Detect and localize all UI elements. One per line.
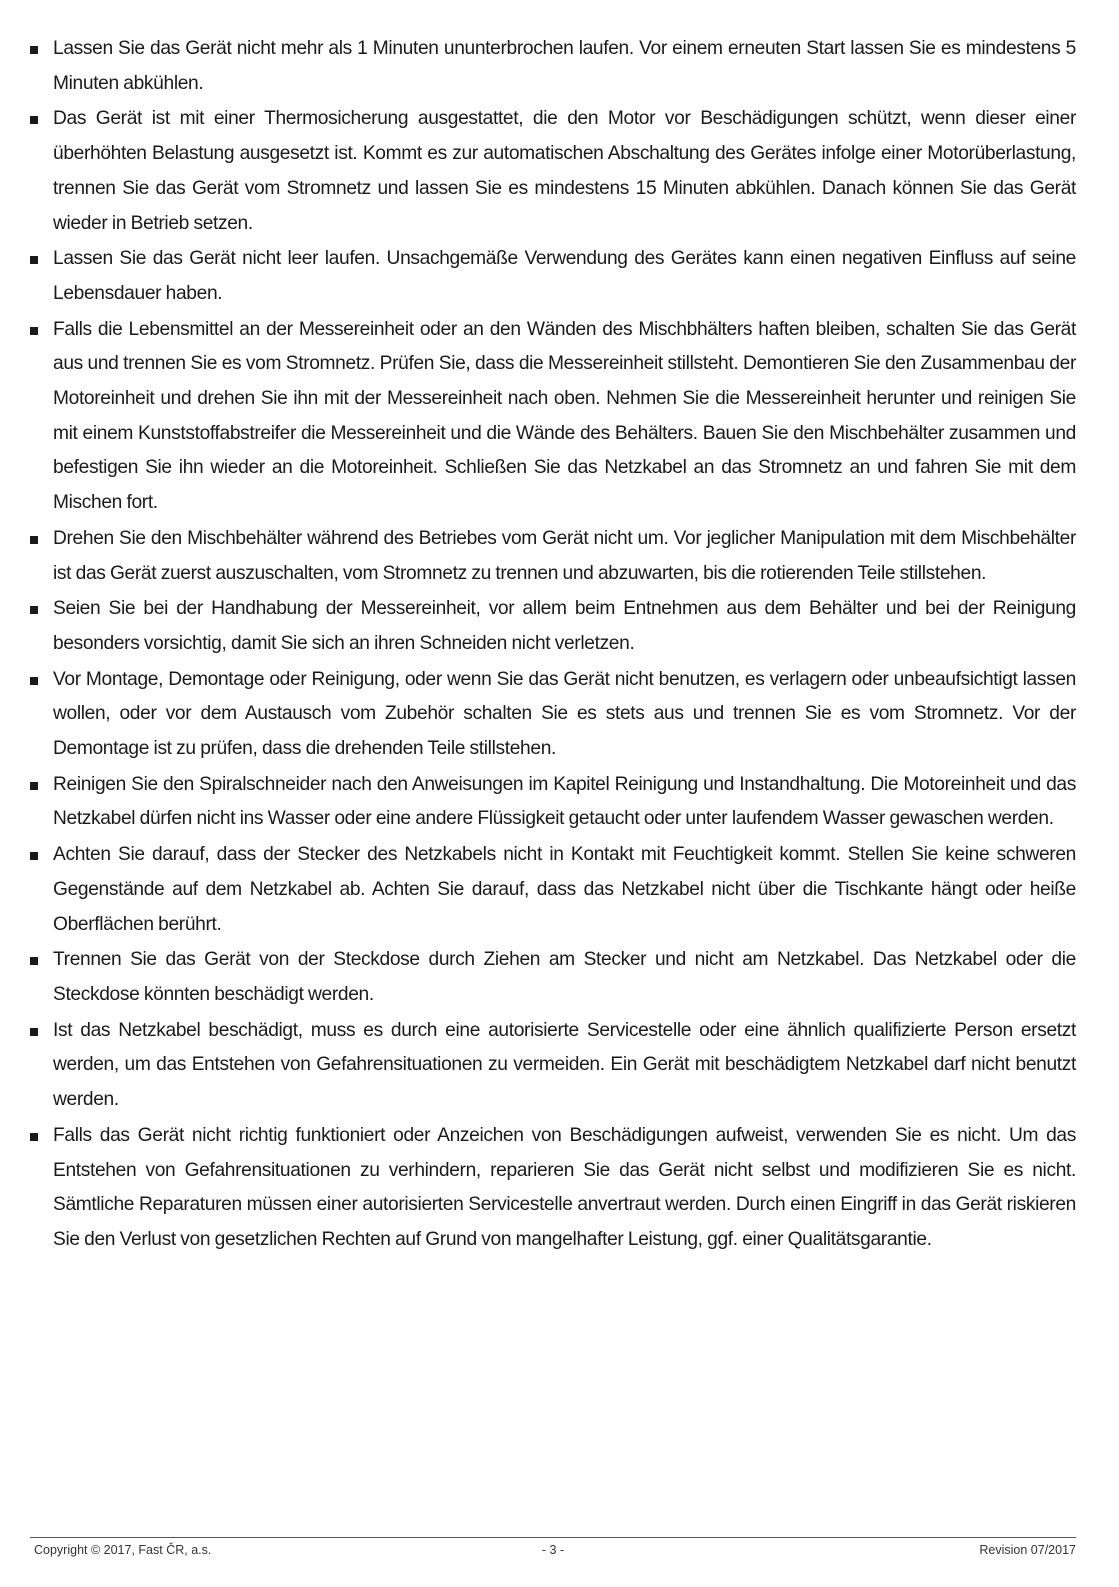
square-bullet-icon: [30, 116, 38, 124]
list-item: [30, 838, 1076, 942]
list-item-text: Ist das Netzkabel beschädigt, muss es durch eine autorisierte Servicestelle oder eine ähnlich qualifizierte Person ersetzt werden, um das Entstehen von Gefahrensituationen zu vermeiden. Ein Gerät mit beschädigtem Netzkabel darf nicht benutzt werden.: [53, 1019, 1076, 1111]
square-bullet-icon: [30, 536, 38, 544]
square-bullet-icon: [30, 256, 38, 264]
list-item-text: Lassen Sie das Gerät nicht mehr als 1 Minuten ununterbrochen laufen. Vor einem erneuten Start lassen Sie es mindestens 5 Minuten abkühlen.: [53, 38, 1076, 94]
list-item: [30, 943, 1076, 1012]
list-item-text: Achten Sie darauf, dass der Stecker des Netzkabels nicht in Kontakt mit Feuchtigkeit kommt. Stellen Sie keine schweren Gegenstände auf dem Netzkabel ab. Achten Sie darauf, dass das Netzkabel nicht über die Tischkante hängt oder heiße Oberflächen berührt.: [53, 844, 1076, 935]
square-bullet-icon: [30, 782, 38, 790]
footer-revision: Revision 07/2017: [979, 1543, 1076, 1557]
list-item: [30, 32, 1076, 101]
square-bullet-icon: [30, 1028, 38, 1036]
page-footer: [30, 1537, 1076, 1568]
square-bullet-icon: [30, 46, 38, 54]
square-bullet-icon: [30, 677, 38, 685]
list-item-text: Drehen Sie den Mischbehälter während des Betriebes vom Gerät nicht um. Vor jeglicher Manipulation mit dem Mischbehälter ist das Gerät zuerst auszuschalten, vom Stromnetz zu trennen und abzuwarten, bis die rotierenden Teile stillstehen.: [53, 527, 1076, 584]
list-item: [30, 102, 1076, 241]
list-item: [30, 592, 1076, 661]
list-item: [30, 1119, 1076, 1258]
list-item: [30, 242, 1076, 311]
safety-instructions-list: [30, 32, 1076, 1258]
footer-copyright: Copyright © 2017, Fast ČR, a.s.: [34, 1543, 212, 1557]
list-item: [30, 313, 1076, 521]
list-item-text: Falls das Gerät nicht richtig funktioniert oder Anzeichen von Beschädigungen aufweist, verwenden Sie es nicht. Um das Entstehen von Gefahrensituationen zu verhindern, reparieren Sie das Gerät nicht selbst und modifizieren Sie es nicht. Sämtliche Reparaturen müssen einer autorisierten Servicestelle anvertraut werden. Durch einen Eingriff in das Gerät riskieren Sie den Verlust von gesetzlichen Rechten auf Grund von mangelhafter Leistung, ggf. einer Qualitätsgarantie.: [53, 1124, 1076, 1250]
footer-page-number: - 3 -: [541, 1543, 565, 1557]
square-bullet-icon: [30, 1133, 38, 1141]
list-item: [30, 663, 1076, 767]
list-item-text: Das Gerät ist mit einer Thermosicherung ausgestattet, die den Motor vor Beschädigungen schützt, wenn dieser einer überhöhten Belastung ausgesetzt ist. Kommt es zur automatischen Abschaltung des Gerätes infolge einer Motorüberlastung, trennen Sie das Gerät vom Stromnetz und lassen Sie es mindestens 15 Minuten abkühlen. Danach können Sie das Gerät wieder in Betrieb setzen.: [53, 108, 1076, 234]
list-item: [30, 522, 1076, 591]
list-item-text: Falls die Lebensmittel an der Messereinheit oder an den Wänden des Mischbhälters haften bleiben, schalten Sie das Gerät aus und trennen Sie es vom Stromnetz. Prüfen Sie, dass die Messereinheit stillsteht. Demontieren Sie den Zusammenbau der Motoreinheit und drehen Sie ihn mit der Messereinheit nach oben. Nehmen Sie die Messereinheit herunter und reinigen Sie mit einem Kunststoffabstreifer die Messereinheit und die Wände des Behälters. Bauen Sie den Mischbehälter zusammen und befestigen Sie ihn wieder an die Motoreinheit. Schließen Sie das Netzkabel an das Stromnetz an und fahren Sie mit dem Mischen fort.: [53, 318, 1076, 514]
square-bullet-icon: [30, 327, 38, 335]
square-bullet-icon: [30, 957, 38, 965]
list-item-text: Lassen Sie das Gerät nicht leer laufen. Unsachgemäße Verwendung des Gerätes kann einen negativen Einfluss auf seine Lebensdauer haben.: [53, 248, 1076, 304]
square-bullet-icon: [30, 852, 38, 860]
list-item-text: Vor Montage, Demontage oder Reinigung, oder wenn Sie das Gerät nicht benutzen, es verlagern oder unbeaufsichtigt lassen wollen, oder vor dem Austausch vom Zubehör schalten Sie es stets aus und trennen Sie es vom Stromnetz. Vor der Demontage ist zu prüfen, dass die drehenden Teile stillstehen.: [53, 668, 1076, 760]
list-item-text: Reinigen Sie den Spiralschneider nach den Anweisungen im Kapitel Reinigung und Instandhaltung. Die Motoreinheit und das Netzkabel dürfen nicht ins Wasser oder eine andere Flüssigkeit getaucht oder unter laufendem Wasser gewaschen werden.: [53, 773, 1076, 830]
list-item: [30, 1014, 1076, 1118]
list-item-text: Trennen Sie das Gerät von der Steckdose durch Ziehen am Stecker und nicht am Netzkabel. Das Netzkabel oder die Steckdose könnten beschädigt werden.: [53, 949, 1076, 1005]
square-bullet-icon: [30, 606, 38, 614]
list-item-text: Seien Sie bei der Handhabung der Messereinheit, vor allem beim Entnehmen aus dem Behälter und bei der Reinigung besonders vorsichtig, damit Sie sich an ihren Schneiden nicht verletzen.: [53, 598, 1076, 654]
list-item: [30, 768, 1076, 837]
page-content: [30, 32, 1076, 1259]
